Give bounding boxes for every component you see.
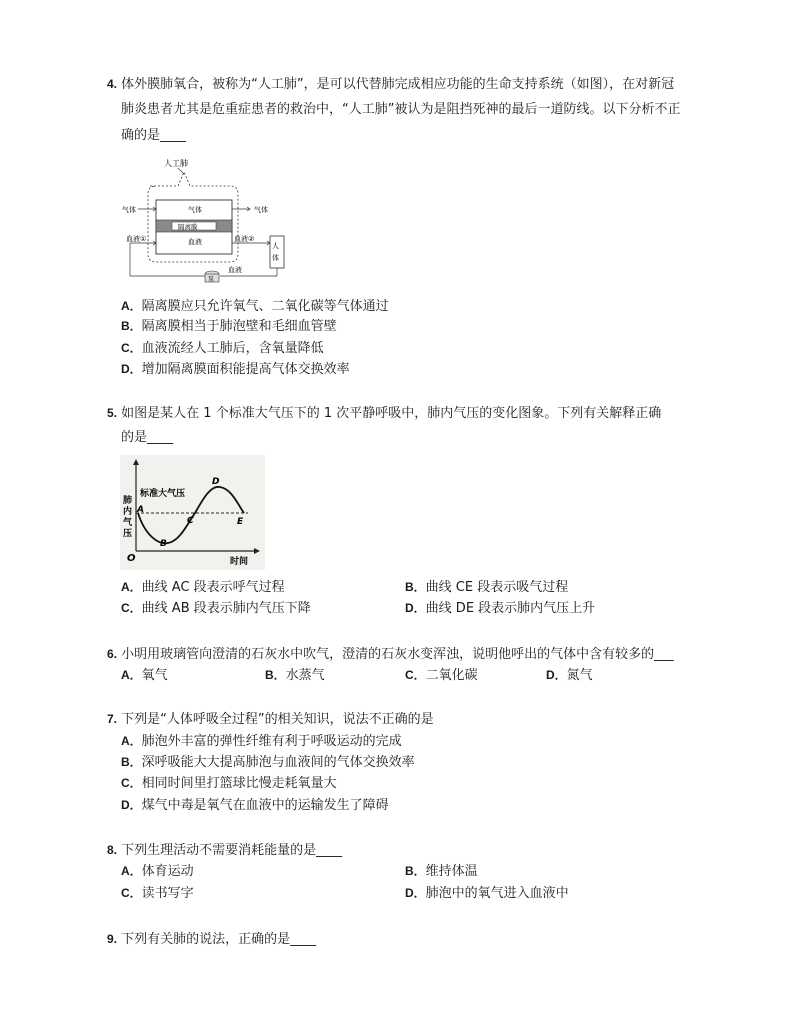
q5-option-a[interactable]: A．曲线 AC 段表示呼气过程 — [121, 580, 285, 595]
artificial-lung-diagram — [120, 150, 290, 285]
q6-option-c[interactable]: C．二氧化碳 — [405, 668, 478, 683]
y-axis-label-3: 气 — [123, 518, 133, 528]
y-axis-label-2: 内 — [123, 507, 133, 517]
q4-option-d[interactable]: D．增加隔离膜面积能提高气体交换效率 — [121, 362, 350, 377]
pump-label: 泵 — [208, 276, 215, 283]
question-number: 5. — [107, 406, 118, 420]
gas-chamber-label: 气体 — [188, 206, 202, 214]
q8-line1: 8. 下列生理活动不需要消耗能量的是____ — [107, 843, 343, 858]
blood-out-label: 血液② — [234, 235, 255, 243]
x-axis-label: 时间 — [230, 557, 249, 567]
q7-option-d[interactable]: D．煤气中毒是氧气在血液中的运输发生了障碍 — [121, 798, 389, 813]
gas-in-label: 气体 — [122, 206, 136, 214]
y-axis-label-4: 压 — [123, 529, 133, 539]
question-number: 4. — [107, 77, 118, 91]
q6-option-d[interactable]: D．氮气 — [546, 668, 593, 683]
q4-option-a[interactable]: A．隔离膜应只允许氧气、二氧化碳等气体通过 — [121, 299, 389, 314]
q9-line1: 9. 下列有关肺的说法，正确的是____ — [107, 932, 317, 947]
question-number: 9. — [107, 932, 118, 946]
q6-option-b[interactable]: B．水蒸气 — [265, 668, 325, 683]
std-pressure-label: 标准大气压 — [140, 489, 186, 499]
gas-out-label: 气体 — [254, 206, 268, 214]
q6-option-a[interactable]: A．氧气 — [121, 668, 168, 683]
q4-option-b[interactable]: B．隔离膜相当于肺泡壁和毛细血管壁 — [121, 319, 337, 334]
blood-chamber-label: 血液 — [188, 238, 202, 246]
point-a-label: A — [137, 505, 144, 515]
blood-return-label: 血液 — [228, 266, 242, 274]
q4-line1: 4. 体外膜肺氧合，被称为“人工肺”，是可以代替肺完成相应功能的生命支持系统（如图），在对新冠 — [107, 77, 675, 92]
q5-option-c[interactable]: C．曲线 AB 段表示肺内气压下降 — [121, 601, 311, 616]
point-d-label: D — [212, 477, 220, 487]
y-axis-label-1: 肺 — [123, 496, 133, 506]
blood-in-label: 血液① — [126, 235, 147, 243]
origin-label: O — [127, 553, 136, 564]
point-b-label: B — [160, 539, 167, 549]
q5-option-d[interactable]: D．曲线 DE 段表示肺内气压上升 — [405, 601, 596, 616]
q8-option-a[interactable]: A．体育运动 — [121, 864, 194, 879]
lung-pressure-graph — [120, 455, 265, 570]
q7-option-c[interactable]: C．相同时间里打篮球比慢走耗氧量大 — [121, 776, 337, 791]
q5-option-b[interactable]: B．曲线 CE 段表示吸气过程 — [405, 580, 569, 595]
q7-option-b[interactable]: B．深呼吸能大大提高肺泡与血液间的气体交换效率 — [121, 755, 415, 770]
question-number: 6. — [107, 647, 118, 661]
q4-line3: 确的是____ — [121, 128, 187, 143]
q5-line1: 5. 如图是某人在 1 个标准大气压下的 1 次平静呼吸中，肺内气压的变化图象。下列有关解释正确 — [107, 406, 662, 421]
q4-line2: 肺炎患者尤其是危重症患者的救治中，“人工肺”被认为是阻挡死神的最后一道防线。以下分析不正 — [121, 102, 681, 117]
body-label-2: 体 — [272, 254, 279, 262]
q8-option-b[interactable]: B．维持体温 — [405, 864, 478, 879]
q7-option-a[interactable]: A．肺泡外丰富的弹性纤维有利于呼吸运动的完成 — [121, 734, 402, 749]
artificial-lung-label: 人工肺 — [164, 159, 188, 168]
q5-line2: 的是____ — [121, 430, 174, 445]
question-number: 8. — [107, 843, 118, 857]
point-e-label: E — [237, 517, 244, 527]
body-label-1: 人 — [272, 242, 279, 250]
q6-line1: 6. 小明用玻璃管向澄清的石灰水中吹气，澄清的石灰水变浑浊，说明他呼出的气体中含有较多的___ — [107, 647, 674, 662]
q4-option-c[interactable]: C．血液流经人工肺后，含氧量降低 — [121, 341, 324, 356]
q8-option-c[interactable]: C．读书写字 — [121, 886, 194, 901]
question-number: 7. — [107, 712, 118, 726]
q8-option-d[interactable]: D．肺泡中的氧气进入血液中 — [405, 886, 569, 901]
membrane-label: 隔离膜 — [178, 223, 198, 231]
q7-line1: 7. 下列是“人体呼吸全过程”的相关知识，说法不正确的是 — [107, 712, 434, 727]
point-c-label: C — [187, 516, 194, 526]
